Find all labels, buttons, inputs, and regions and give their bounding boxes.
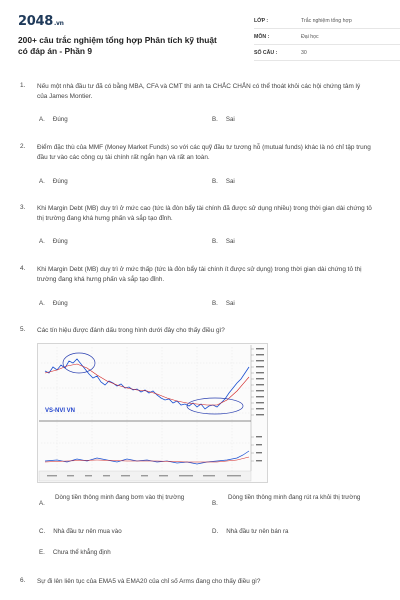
question-number: 2. — [20, 143, 26, 150]
question-text: Khi Margin Debt (MB) duy trì ở mức thấp (tức là đòn bẩy tài chính ít được sử dụng) trong thời gian dài chứng tỏ thị trường đang khá hưng phấn và sắp tạo đỉnh. — [37, 266, 362, 284]
meta-label: LỚP : — [254, 18, 269, 24]
question-text: Khi Margin Debt (MB) duy trì ở mức cao (tức là đòn bẩy tài chính đã được sử dụng nhiều) trong thời gian dài chứng tỏ thị trường đang khá hưng phấn và sắp tạo đỉnh. — [37, 205, 372, 223]
option-d[interactable]: D. Nhà đầu tư nên bán ra — [212, 528, 289, 535]
meta-label: MÔN : — [254, 34, 270, 40]
page-header — [18, 14, 384, 66]
document-title: 200+ câu trắc nghiệm tổng hợp Phân tích kỹ thuật có đáp án - Phần 9 — [18, 35, 217, 56]
question-number: 6. — [20, 577, 26, 584]
question-text: Các tín hiệu được đánh dấu trong hình dưới đây cho thấy điều gì? — [37, 327, 225, 334]
question-number: 5. — [20, 326, 26, 333]
question-number: 4. — [20, 265, 26, 272]
question-number: 3. — [20, 204, 26, 211]
meta-row-class — [254, 15, 400, 29]
site-logo[interactable]: 2048.vn — [18, 14, 64, 29]
meta-row-count — [254, 47, 400, 61]
option-b[interactable]: B. Sai — [212, 238, 235, 245]
option-a[interactable]: A. Đúng — [39, 116, 68, 123]
question-number: 1. — [20, 82, 26, 89]
meta-table — [254, 15, 400, 63]
meta-value: 30 — [301, 50, 307, 56]
option-e[interactable]: E. Chưa thể khẳng định — [39, 549, 111, 556]
chart-indicator-label: VS-NVI VN — [45, 408, 76, 414]
option-b[interactable]: B. Sai — [212, 116, 235, 123]
meta-label: SỐ CÂU : — [254, 50, 278, 56]
question-text: Sự đi lên liên tục của EMA5 và EMA20 của chỉ số Arms đang cho thấy điều gì? — [37, 578, 261, 585]
option-a[interactable]: A. Đúng — [39, 238, 68, 245]
option-b[interactable]: B. Sai — [212, 178, 235, 185]
option-a[interactable]: A. Đúng — [39, 300, 68, 307]
option-c[interactable]: C. Nhà đầu tư nên mua vào — [39, 528, 122, 535]
meta-value: Trắc nghiệm tổng hợp — [301, 18, 352, 24]
meta-row-subject — [254, 31, 400, 45]
question-text: Nếu một nhà đầu tư đã có bằng MBA, CFA và CMT thì anh ta CHẮC CHẮN có thể thoát khỏi các hội chứng tâm lý của James Montier. — [37, 83, 361, 101]
question-text: Điểm đặc thù của MMF (Money Market Funds) so với các quỹ đầu tư tương hỗ (mutual funds) khác là nó chỉ tập trung đầu tư vào các công cụ tài chính rất ngắn hạn và rất an toàn. — [37, 144, 371, 162]
indicator-chart-image — [37, 343, 268, 483]
option-a[interactable]: A. Đúng — [39, 178, 68, 185]
option-b[interactable]: B. Sai — [212, 300, 235, 307]
meta-value: Đại học — [301, 34, 319, 40]
